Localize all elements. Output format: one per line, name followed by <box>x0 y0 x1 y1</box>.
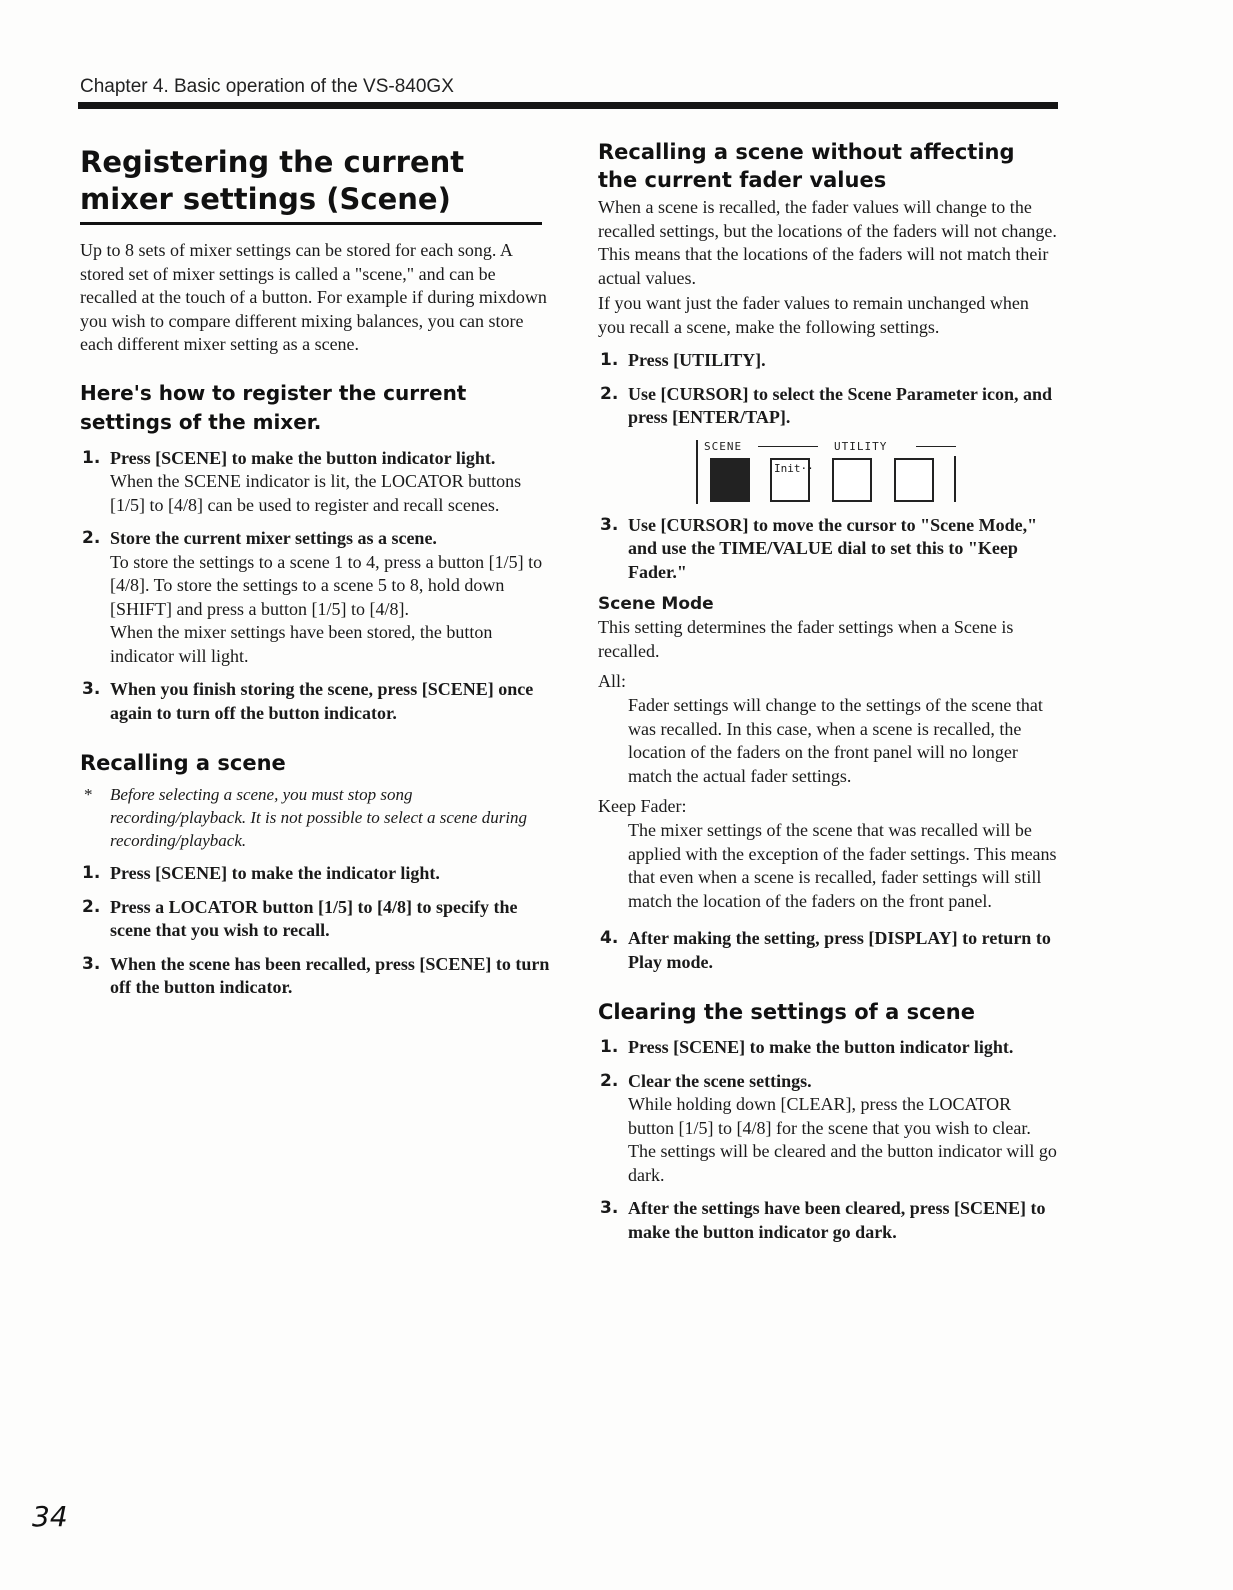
step-text: After making the setting, press [DISPLAY] to return to Play mode. <box>628 928 1051 972</box>
step-number: 3. <box>600 1198 619 1218</box>
list-item <box>80 678 550 725</box>
register-steps <box>80 447 550 726</box>
clock-icon <box>832 458 872 502</box>
step-number: 2. <box>600 383 619 404</box>
lcd-display <box>696 440 960 504</box>
clear-steps <box>598 1036 1060 1244</box>
left-column <box>80 130 550 1010</box>
option-label-keep-fader: Keep Fader: <box>598 796 687 816</box>
list-item <box>598 349 1060 373</box>
keep-paragraph-1: When a scene is recalled, the fader values will change to the recalled settings, but the locations of the faders will not change. This means that the locations of the faders will not match their actual values. <box>598 197 1057 288</box>
step-number: 4. <box>600 928 619 948</box>
list-item <box>598 514 1060 585</box>
step-number: 3. <box>82 953 101 974</box>
keep-fader-heading: Recalling a scene without affecting the current fader values <box>598 140 1015 192</box>
list-item <box>80 953 550 1000</box>
clear-heading: Clearing the settings of a scene <box>598 1000 975 1024</box>
disk-icon <box>894 458 934 502</box>
scene-mode-title: Scene Mode <box>598 594 714 614</box>
asterisk-icon: * <box>84 785 93 804</box>
register-heading: Here's how to register the current settings of the mixer. <box>80 380 467 434</box>
step-text: Press [UTILITY]. <box>628 350 766 370</box>
step-detail: When the mixer settings have been stored, the button indicator will light. <box>110 622 493 666</box>
right-column <box>598 130 1060 1254</box>
step-detail: When the SCENE indicator is lit, the LOCATOR buttons [1/5] to [4/8] can be used to register and recall scenes. <box>110 471 522 515</box>
step-detail: To store the settings to a scene 1 to 4, press a button [1/5] to [4/8]. To store the settings to a scene 5 to 8, hold down [SHIFT] and press a button [1/5] to [4/8]. <box>110 551 543 619</box>
step-number: 1. <box>82 447 101 468</box>
list-item <box>598 383 1060 430</box>
step-text: Press a LOCATOR button [1/5] to [4/8] to specify the scene that you wish to recall. <box>110 896 518 940</box>
page-number: 34 <box>32 1500 68 1533</box>
step-text: Press [SCENE] to make the indicator light. <box>110 863 440 883</box>
lcd-scene-label: SCENE <box>704 439 743 453</box>
list-item <box>598 1070 1060 1188</box>
init-icon-label: Init·· <box>774 461 814 475</box>
step-text: Press [SCENE] to make the button indicator light. <box>628 1037 1014 1057</box>
step-text: Clear the scene settings. <box>628 1070 812 1091</box>
step-number: 1. <box>600 350 619 370</box>
list-item <box>598 927 1060 974</box>
list-item <box>80 862 550 886</box>
init-icon <box>770 458 814 502</box>
list-item <box>80 447 550 518</box>
option-desc-keep-fader: The mixer settings of the scene that was recalled will be applied with the exception of the fader settings. This means that even when a scene is recalled, fader settings will still match the location of the faders on the front panel. <box>628 820 1057 911</box>
lcd-utility-label: UTILITY <box>834 439 888 453</box>
page-title: Registering the current mixer settings (Scene) <box>80 144 542 225</box>
keep-steps-continued <box>598 514 1060 585</box>
step-text: Use [CURSOR] to select the Scene Parameter icon, and press [ENTER/TAP]. <box>628 383 1053 427</box>
step-text: Store the current mixer settings as a scene. <box>110 528 437 548</box>
scene-parameter-icon <box>710 458 750 502</box>
note-text: Before selecting a scene, you must stop song recording/playback. It is not possible to select a scene during recording/playback. <box>110 785 528 850</box>
step-detail: While holding down [CLEAR], press the LOCATOR button [1/5] to [4/8] for the scene that you wish to clear. The settings will be cleared and the button indicator will go dark. <box>628 1094 1057 1185</box>
option-label-all: All: <box>598 671 627 691</box>
step-number: 3. <box>82 679 101 699</box>
keep-paragraph-2: If you want just the fader values to remain unchanged when you recall a scene, make the following settings. <box>598 293 1029 337</box>
lcd-scroll-mark <box>954 456 956 502</box>
step-text: Press [SCENE] to make the button indicator light. <box>110 447 496 468</box>
step-number: 2. <box>600 1070 619 1091</box>
list-item <box>598 1197 1060 1244</box>
list-item <box>80 527 550 668</box>
recall-heading: Recalling a scene <box>80 751 286 775</box>
option-desc-all: Fader settings will change to the settings of the scene that was recalled. In this case, when a scene is recalled, the location of the faders on the front panel will no longer match the actual fader settings. <box>628 695 1043 786</box>
keep-steps <box>598 349 1060 430</box>
list-item <box>80 896 550 943</box>
step-number: 3. <box>600 514 619 535</box>
step-number: 2. <box>82 528 101 548</box>
step-text: Use [CURSOR] to move the cursor to "Scene Mode," and use the TIME/VALUE dial to set this to "Keep Fader." <box>628 514 1038 582</box>
chapter-header: Chapter 4. Basic operation of the VS-840GX <box>80 76 454 97</box>
step-number: 1. <box>600 1037 619 1057</box>
step-text: When you finish storing the scene, press [SCENE] once again to turn off the button indicator. <box>110 679 534 723</box>
recall-note <box>80 783 550 852</box>
scene-mode-desc: This setting determines the fader settings when a Scene is recalled. <box>598 617 1014 661</box>
intro-paragraph: Up to 8 sets of mixer settings can be stored for each song. A stored set of mixer settings is called a "scene," and can be recalled at the touch of a button. For example if during mixdown you wish to compare different mixing balances, you can store each different mixer setting as a scene. <box>80 240 547 354</box>
step-number: 2. <box>82 896 101 917</box>
step-text: After the settings have been cleared, press [SCENE] to make the button indicator go dark. <box>628 1198 1046 1242</box>
step-text: When the scene has been recalled, press [SCENE] to turn off the button indicator. <box>110 953 550 997</box>
lcd-divider <box>916 446 956 447</box>
keep-steps-final <box>598 927 1060 974</box>
list-item <box>598 1036 1060 1060</box>
header-rule <box>78 102 1058 109</box>
lcd-divider <box>758 446 818 447</box>
recall-steps <box>80 862 550 1000</box>
step-number: 1. <box>82 863 101 883</box>
